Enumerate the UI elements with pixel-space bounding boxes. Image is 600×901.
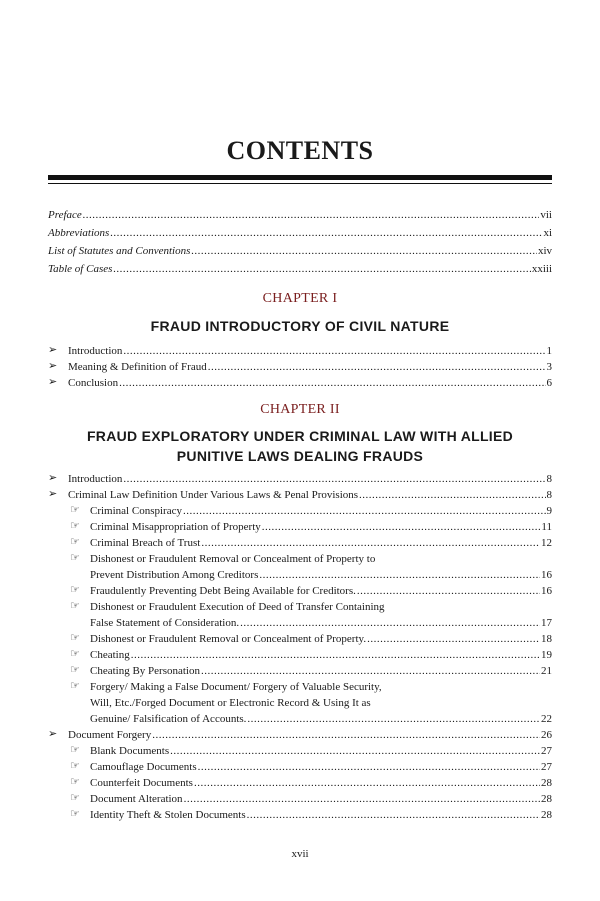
page-number: 8 — [546, 473, 552, 485]
pointing-hand-icon: ☞ — [70, 808, 80, 820]
leader-dots — [357, 583, 540, 599]
page-number: 19 — [541, 649, 552, 661]
entry-text-line: Camouflage Documents — [90, 761, 197, 773]
pointing-hand-icon: ☞ — [70, 760, 80, 772]
toc-subentry[interactable] — [48, 807, 552, 823]
entry-text-line: Criminal Breach of Trust — [90, 537, 201, 549]
entry-text-line: Prevent Distribution Among Creditors — [90, 569, 259, 581]
toc-subentry[interactable] — [48, 535, 552, 551]
arrowhead-bullet-icon: ➢ — [48, 472, 58, 484]
page-number: 11 — [541, 521, 552, 533]
front-matter-label: List of Statutes and Conventions — [48, 245, 191, 257]
leader-dots — [83, 209, 540, 221]
entry-text-line: Counterfeit Documents — [90, 777, 193, 789]
toc-subentry[interactable] — [48, 663, 552, 679]
toc-entry[interactable] — [48, 359, 552, 375]
arrowhead-bullet-icon: ➢ — [48, 488, 58, 500]
entry-text-line: Introduction — [68, 345, 123, 357]
page-number: 3 — [546, 361, 552, 373]
toc-subentry[interactable] — [48, 551, 552, 583]
pointing-hand-icon: ☞ — [70, 504, 80, 516]
pointing-hand-icon: ☞ — [70, 744, 80, 756]
page-number: 1 — [546, 345, 552, 357]
title-rule-thick — [48, 175, 552, 180]
toc-subentry[interactable] — [48, 583, 552, 599]
front-matter-label: Table of Cases — [48, 263, 113, 275]
page-number: 9 — [546, 505, 552, 517]
leader-dots — [262, 519, 541, 535]
page-number: 16 — [541, 569, 552, 581]
entry-text-line: Will, Etc./Forged Document or Electronic Record & Using It as — [90, 697, 371, 709]
leader-dots — [359, 487, 545, 503]
leader-dots — [194, 775, 540, 791]
toc-subentry[interactable] — [48, 743, 552, 759]
pointing-hand-icon: ☞ — [70, 632, 80, 644]
page-number: vii — [540, 209, 552, 221]
leader-dots — [201, 663, 540, 679]
toc-subentry[interactable] — [48, 503, 552, 519]
toc-subentry[interactable] — [48, 519, 552, 535]
entry-text-line: Dishonest or Fraudulent Removal or Concealment of Property. — [90, 633, 367, 645]
page-number: 28 — [541, 793, 552, 805]
page-number: 12 — [541, 537, 552, 549]
chapter-title — [0, 426, 600, 466]
leader-dots — [247, 711, 540, 727]
pointing-hand-icon: ☞ — [70, 600, 80, 612]
page-number: 22 — [541, 713, 552, 725]
toc-entry[interactable] — [48, 343, 552, 359]
arrowhead-bullet-icon: ➢ — [48, 728, 58, 740]
front-matter-label: Abbreviations — [48, 227, 110, 239]
page-number: xxiii — [531, 263, 552, 275]
leader-dots — [259, 567, 540, 583]
pointing-hand-icon: ☞ — [70, 664, 80, 676]
entry-text-line: Dishonest or Fraudulent Removal or Concealment of Property to — [90, 553, 376, 565]
toc-subentry[interactable] — [48, 679, 552, 727]
entry-text-line: Fraudulently Preventing Debt Being Available for Creditors. — [90, 585, 356, 597]
page-number: 8 — [546, 489, 552, 501]
arrowhead-bullet-icon: ➢ — [48, 376, 58, 388]
chapter-title — [0, 316, 600, 336]
leader-dots — [201, 535, 540, 551]
page-number: 17 — [541, 617, 552, 629]
toc-subentry[interactable] — [48, 775, 552, 791]
chapter-2-entries — [48, 471, 552, 823]
arrowhead-bullet-icon: ➢ — [48, 360, 58, 372]
toc-subentry[interactable] — [48, 599, 552, 631]
leader-dots — [191, 245, 537, 257]
title-rule-thin — [48, 183, 552, 184]
pointing-hand-icon: ☞ — [70, 680, 80, 692]
leader-dots — [131, 647, 540, 663]
toc-entry[interactable] — [48, 471, 552, 487]
front-matter-item[interactable] — [48, 209, 552, 227]
entry-text-line: Meaning & Definition of Fraud — [68, 361, 207, 373]
leader-dots — [152, 727, 540, 743]
leader-dots — [247, 807, 540, 823]
front-matter-item[interactable] — [48, 227, 552, 245]
toc-subentry[interactable] — [48, 631, 552, 647]
leader-dots — [123, 343, 545, 359]
pointing-hand-icon: ☞ — [70, 552, 80, 564]
toc-entry[interactable] — [48, 487, 552, 503]
page-number: xiv — [537, 245, 552, 257]
entry-text-line: Criminal Law Definition Under Various Laws & Penal Provisions — [68, 489, 359, 501]
page-number: 6 — [546, 377, 552, 389]
page-number: 26 — [541, 729, 552, 741]
pointing-hand-icon: ☞ — [70, 776, 80, 788]
entry-text-line: Document Forgery — [68, 729, 152, 741]
entry-text-line: False Statement of Consideration. — [90, 617, 240, 629]
chapter-title-line: FRAUD INTRODUCTORY OF CIVIL NATURE — [150, 318, 450, 334]
page-number: 21 — [541, 665, 552, 677]
entry-text-line: Blank Documents — [90, 745, 170, 757]
chapter-1-entries — [48, 343, 552, 391]
chapter-title-line: PUNITIVE LAWS DEALING FRAUDS — [176, 448, 424, 464]
entry-text-line: Dishonest or Fraudulent Execution of Deed of Transfer Containing — [90, 601, 385, 613]
chapter-label: CHAPTER II — [260, 402, 340, 417]
entry-text-line: Identity Theft & Stolen Documents — [90, 809, 246, 821]
entry-text-line: Cheating — [90, 649, 130, 661]
entry-text-line: Criminal Conspiracy — [90, 505, 182, 517]
page-folio: xvii — [291, 848, 309, 860]
pointing-hand-icon: ☞ — [70, 792, 80, 804]
leader-dots — [110, 227, 542, 239]
pointing-hand-icon: ☞ — [70, 584, 80, 596]
leader-dots — [367, 631, 540, 647]
leader-dots — [184, 791, 540, 807]
toc-subentry[interactable] — [48, 791, 552, 807]
leader-dots — [123, 471, 545, 487]
page-number: 27 — [541, 761, 552, 773]
front-matter-label: Preface — [48, 209, 82, 221]
toc-subentry[interactable] — [48, 759, 552, 775]
page-number: 16 — [541, 585, 552, 597]
leader-dots — [208, 359, 546, 375]
front-matter-item[interactable] — [48, 263, 552, 281]
toc-subentry[interactable] — [48, 647, 552, 663]
entry-text-line: Introduction — [68, 473, 123, 485]
entry-text-line: Cheating By Personation — [90, 665, 200, 677]
entry-text-line: Criminal Misappropriation of Property — [90, 521, 261, 533]
front-matter-item[interactable] — [48, 245, 552, 263]
leader-dots — [119, 375, 545, 391]
pointing-hand-icon: ☞ — [70, 648, 80, 660]
pointing-hand-icon: ☞ — [70, 536, 80, 548]
front-matter-list — [48, 209, 552, 281]
page-number: 18 — [541, 633, 552, 645]
page-number: xi — [543, 227, 552, 239]
leader-dots — [183, 503, 546, 519]
pointing-hand-icon: ☞ — [70, 520, 80, 532]
arrowhead-bullet-icon: ➢ — [48, 344, 58, 356]
page-number: 27 — [541, 745, 552, 757]
leader-dots — [198, 759, 540, 775]
toc-entry[interactable] — [48, 375, 552, 391]
entry-text-line: Genuine/ Falsification of Accounts. — [90, 713, 247, 725]
toc-entry[interactable] — [48, 727, 552, 743]
chapter-title-line: FRAUD EXPLORATORY UNDER CRIMINAL LAW WITH ALLIED — [86, 428, 514, 444]
entry-text-line: Document Alteration — [90, 793, 183, 805]
page-number: 28 — [541, 777, 552, 789]
leader-dots — [240, 615, 540, 631]
chapter-label: CHAPTER I — [262, 291, 338, 306]
leader-dots — [170, 743, 540, 759]
page-title: CONTENTS — [226, 136, 374, 165]
leader-dots — [113, 263, 530, 275]
entry-text-line: Conclusion — [68, 377, 119, 389]
page-number: 28 — [541, 809, 552, 821]
entry-text-line: Forgery/ Making a False Document/ Forgery of Valuable Security, — [90, 681, 382, 693]
